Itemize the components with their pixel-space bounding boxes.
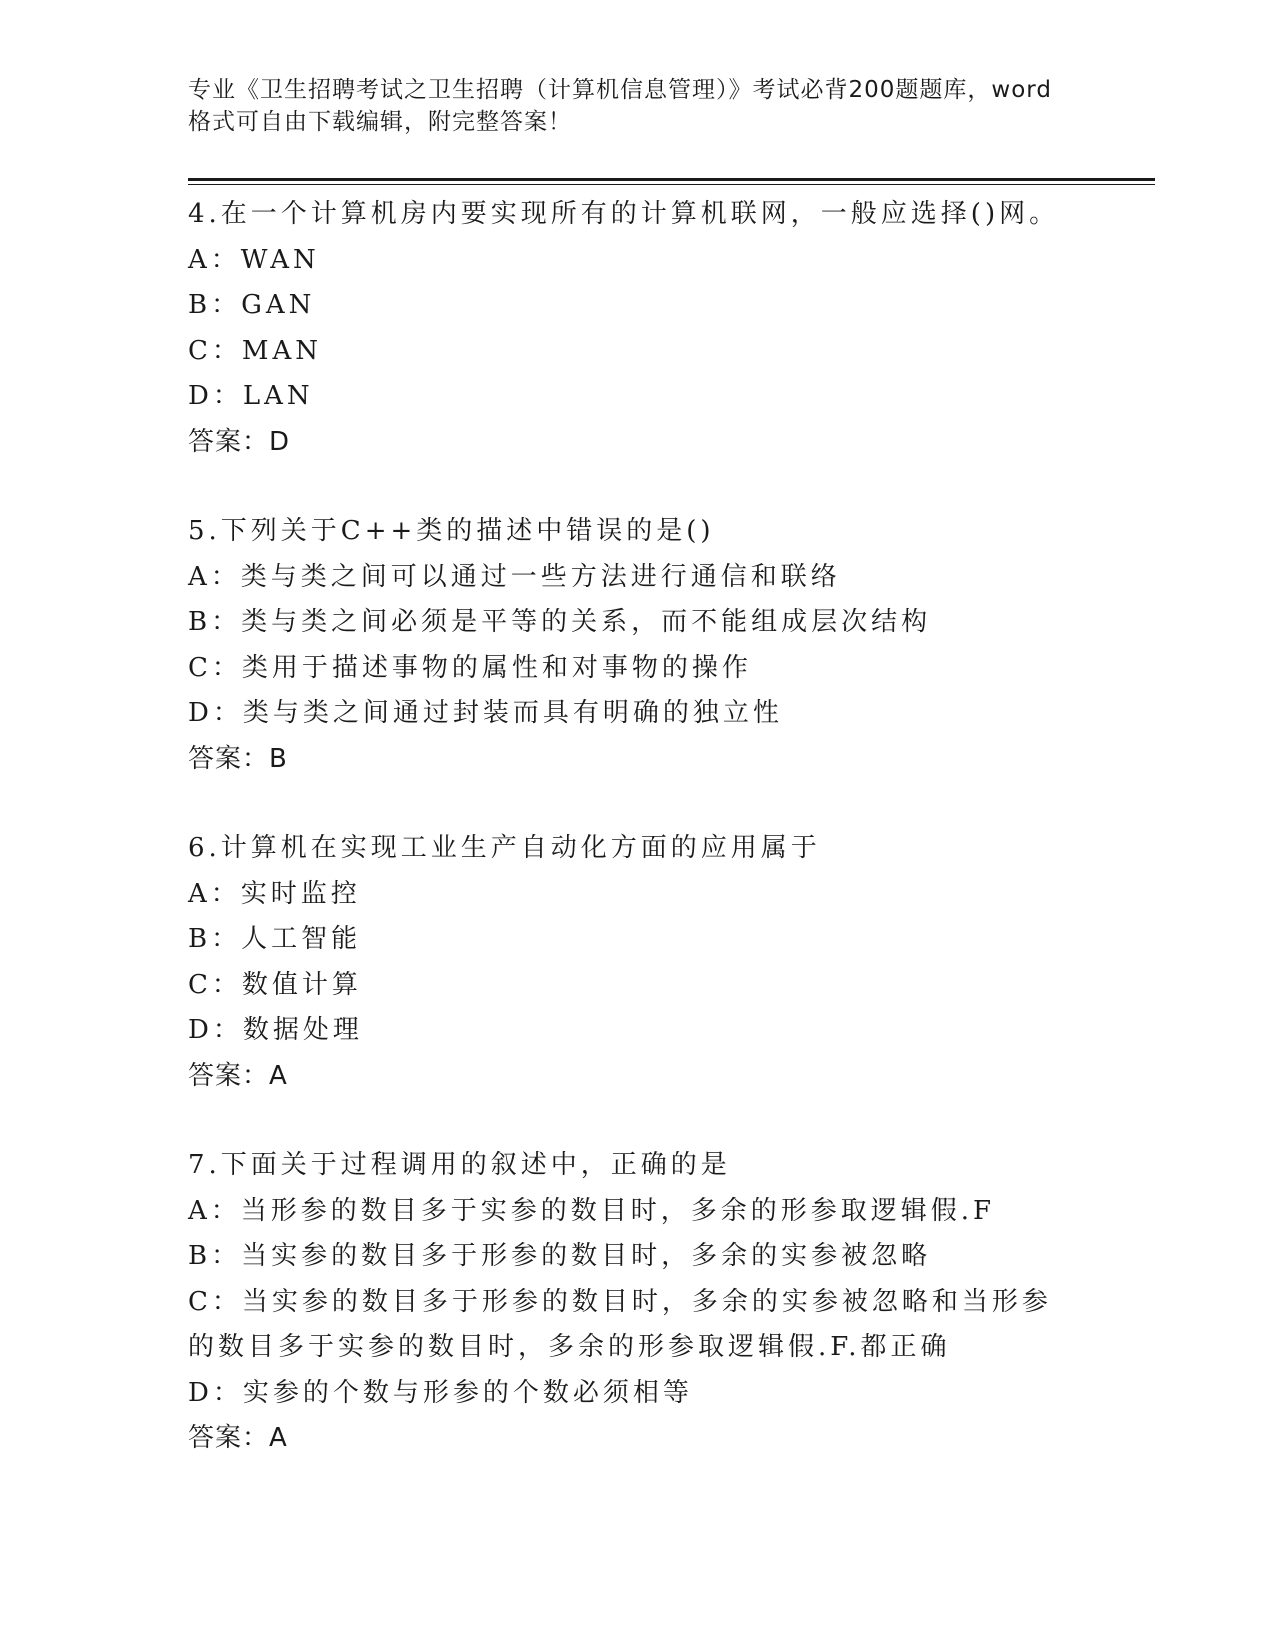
question-item <box>188 509 1168 782</box>
option-b: B：人工智能 <box>188 924 362 954</box>
header-divider-thin <box>188 184 1155 185</box>
option-d: D：实参的个数与形参的个数必须相等 <box>188 1377 693 1408</box>
option-d: D：类与类之间通过封装而具有明确的独立性 <box>188 698 783 728</box>
question-stem: 5.下列关于C++类的描述中错误的是() <box>188 516 715 546</box>
header-line-1: 专业《卫生招聘考试之卫生招聘（计算机信息管理）》考试必背200题题库，word <box>188 77 1052 103</box>
question-item <box>188 192 1168 465</box>
document-header <box>188 74 1088 138</box>
option-a: A：当形参的数目多于实参的数目时，多余的形参取逻辑假.F <box>188 1195 996 1226</box>
option-c: C：MAN <box>188 335 323 366</box>
option-b: B：当实参的数目多于形参的数目时，多余的实参被忽略 <box>188 1241 932 1271</box>
header-line-2: 格式可自由下载编辑，附完整答案！ <box>188 109 572 135</box>
question-list <box>188 192 1168 1506</box>
answer-label: 答案：D <box>188 426 291 457</box>
option-a: A：实时监控 <box>188 878 361 909</box>
answer-label: 答案：B <box>188 743 288 774</box>
question-stem: 6.计算机在实现工业生产自动化方面的应用属于 <box>188 833 821 863</box>
answer-label: 答案：A <box>188 1060 288 1091</box>
answer-label: 答案：A <box>188 1423 288 1453</box>
option-a: A：类与类之间可以通过一些方法进行通信和联络 <box>188 561 841 592</box>
question-stem: 4.在一个计算机房内要实现所有的计算机联网，一般应选择()网。 <box>188 199 1060 229</box>
question-item <box>188 1143 1168 1462</box>
option-d: D：数据处理 <box>188 1015 363 1045</box>
question-stem: 7.下面关于过程调用的叙述中，正确的是 <box>188 1150 731 1180</box>
option-b: B：GAN <box>188 290 316 320</box>
option-d: D：LAN <box>188 381 314 411</box>
question-item <box>188 826 1168 1099</box>
option-c: C：类用于描述事物的属性和对事物的操作 <box>188 652 752 683</box>
option-c: C：数值计算 <box>188 969 362 1000</box>
option-c: C：当实参的数目多于形参的数目时，多余的实参被忽略和当形参的数目多于实参的数目时，多余的形参取逻辑假.F.都正确 <box>188 1286 1052 1362</box>
option-b: B：类与类之间必须是平等的关系，而不能组成层次结构 <box>188 607 932 637</box>
header-divider-thick <box>188 178 1155 181</box>
option-a: A：WAN <box>188 244 320 275</box>
